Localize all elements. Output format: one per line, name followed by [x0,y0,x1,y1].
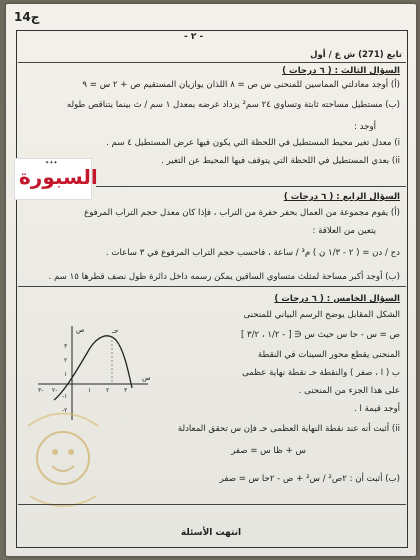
q3-part-b-line1: (ب) مستطيل مساحته ثابتة وتساوي ٢٤ سم² يزداد عرضه بمعدل ١ سم / ث بينما يتناقص طوله [66,100,400,110]
q5-part-ii: ii) أثبت أنه عند نقطة النهاية العظمى حـ فإن س تحقق المعادلة [177,424,400,434]
logo-text: السبورة [19,165,98,189]
q3-part-b-line2: أوجد : [354,122,376,132]
y-tick: -٢ [62,407,68,414]
q3-part-ii: ii) بعدي المستطيل في اللحظة التي يتوقف فيها المحيط عن التغير . [161,156,400,166]
y-tick: -١ [62,393,68,400]
x-tick: ٢ [106,387,110,394]
x-tick: ٢- [52,387,58,394]
q4-part-a-line2: يتعين من العلاقة : [312,226,376,236]
q5-line3: المنحنى يقطع محور السينات في النقطة [257,350,400,360]
q4-part-a-line3: دح / دن = ( ٢ - ١/٣ ن ) م³ / ساعة ، فاحسب حجم التراب المرفوع في ٣ ساعات . [105,248,400,258]
divider [18,504,406,505]
y-axis-label: ص [76,326,85,334]
q4-part-a-line1: (أ) يقوم مجموعة من العمال بحفر حفرة من التراب ، فإذا كان معدل حجم التراب المرفوع [84,208,400,218]
watermark-stamp [18,396,108,526]
site-logo [14,158,98,200]
q3-part-i: i) معدل تغير محيط المستطيل في اللحظة التي يكون فيها عرض المستطيل ٤ سم . [106,138,400,148]
q3-part-a: (أ) أوجد معادلتي المماسين للمنحنى س ص = ٨ اللذان يوازيان المستقيم ص + ٢ س = ٩ [82,80,400,90]
q4-part-b: (ب) أوجد أكبر مساحة لمثلث متساوي الساقين يمكن رسمه داخل دائرة طول نصف قطرها ١٥ سم . [48,272,400,282]
x-tick: ٣ [124,387,128,394]
y-tick: ١ [64,371,68,378]
divider [18,286,406,287]
divider [18,62,406,63]
y-tick: ٣ [64,343,68,350]
page-number: - ٢ - [184,32,204,42]
q5-part-b: (ب) أثبت أن : ٢ص² / س² + ص - ٢حا س = صفر [219,474,400,484]
x-axis-label: س [142,374,151,382]
q5-line6: أوجد قيمة ا . [354,404,400,414]
continuation-label: تابع (271) ش ع / أول [310,50,402,60]
end-of-questions: انتهت الأسئلة [180,528,242,538]
q5-line1: الشكل المقابل يوضح الرسم البياني للمنحنى [243,310,400,320]
y-tick: ٢ [64,357,68,364]
q4-title: السؤال الرابع : ( ٦ درجات ) [283,192,400,202]
q5-line2: ص = س - حا س حيث س ∈ [ - ١/٢ ، ٣/٢ ] [240,330,400,340]
q5-title: السؤال الخامس : ( ٦ درجات ) [274,294,400,304]
x-tick: ٣- [38,387,44,394]
divider [96,186,406,187]
logo-caption: ✦✦✦ [45,160,58,166]
q5-line5: على هذا الجزء من المنحنى . [298,386,400,396]
exam-sheet [6,4,416,556]
x-tick: ١ [88,387,92,394]
q3-title: السؤال الثالث : ( ٦ درجات ) [282,66,400,76]
q5-equation: س + ظا س = صفر [231,446,306,456]
corner-label: ج14 [14,10,40,24]
max-point-label: حـ [112,327,119,335]
q5-line4: ب ( ا ، صفر ) والنقطة حـ نقطة نهاية عظمى [242,368,400,378]
